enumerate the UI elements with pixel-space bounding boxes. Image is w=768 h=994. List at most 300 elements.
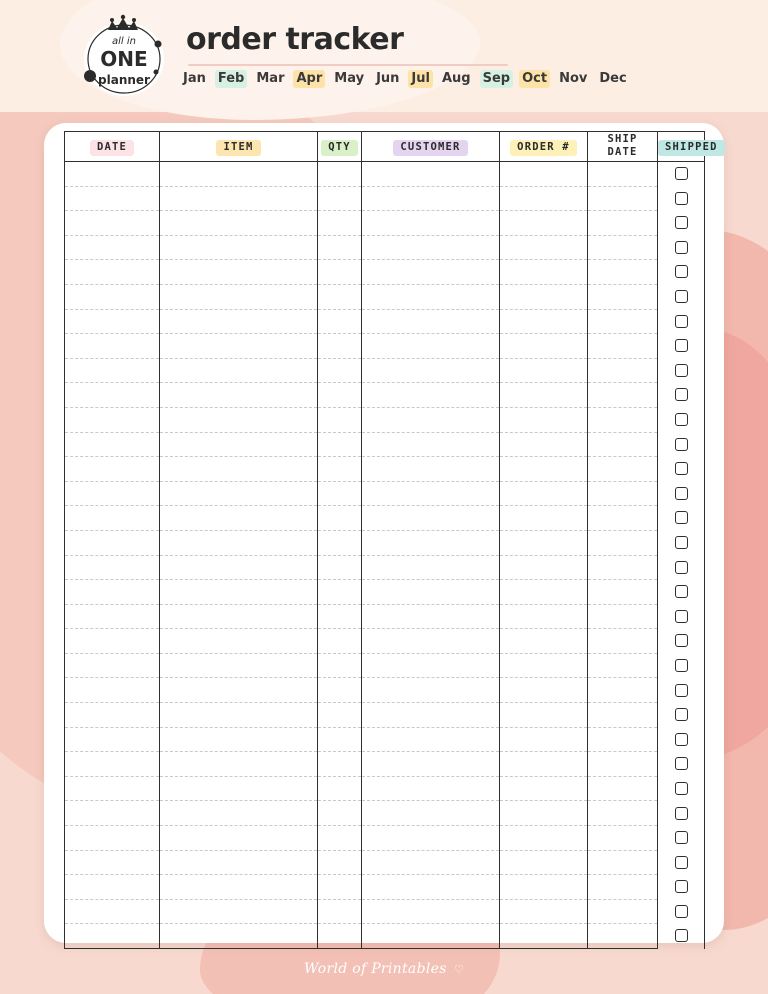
shipped-checkbox[interactable] — [675, 733, 688, 746]
cell-item[interactable] — [160, 653, 318, 678]
cell-item[interactable] — [160, 826, 318, 851]
cell-shipped[interactable] — [658, 653, 705, 678]
cell-date[interactable] — [65, 653, 160, 678]
cell-shipped[interactable] — [658, 309, 705, 334]
cell-qty[interactable] — [318, 850, 362, 875]
cell-order-number[interactable] — [500, 580, 588, 605]
cell-customer[interactable] — [362, 776, 500, 801]
cell-item[interactable] — [160, 875, 318, 900]
cell-ship-date[interactable] — [588, 899, 658, 924]
cell-qty[interactable] — [318, 703, 362, 728]
cell-date[interactable] — [65, 457, 160, 482]
cell-order-number[interactable] — [500, 678, 588, 703]
cell-order-number[interactable] — [500, 555, 588, 580]
cell-shipped[interactable] — [658, 432, 705, 457]
cell-shipped[interactable] — [658, 826, 705, 851]
cell-date[interactable] — [65, 481, 160, 506]
cell-ship-date[interactable] — [588, 604, 658, 629]
cell-item[interactable] — [160, 850, 318, 875]
table-row — [65, 284, 705, 309]
shipped-checkbox[interactable] — [675, 167, 688, 180]
cell-customer[interactable] — [362, 383, 500, 408]
cell-customer[interactable] — [362, 211, 500, 236]
cell-ship-date[interactable] — [588, 457, 658, 482]
cell-ship-date[interactable] — [588, 235, 658, 260]
svg-text:ONE: ONE — [100, 47, 148, 71]
cell-item[interactable] — [160, 801, 318, 826]
shipped-checkbox[interactable] — [675, 585, 688, 598]
month-nov[interactable]: Nov — [559, 71, 588, 86]
month-dec[interactable]: Dec — [599, 71, 627, 86]
cell-customer[interactable] — [362, 309, 500, 334]
cell-item[interactable] — [160, 678, 318, 703]
cell-shipped[interactable] — [658, 506, 705, 531]
cell-order-number[interactable] — [500, 383, 588, 408]
cell-shipped[interactable] — [658, 407, 705, 432]
cell-qty[interactable] — [318, 334, 362, 359]
cell-qty[interactable] — [318, 284, 362, 309]
printable-page-card — [44, 123, 724, 943]
cell-qty[interactable] — [318, 186, 362, 211]
cell-order-number[interactable] — [500, 826, 588, 851]
shipped-checkbox[interactable] — [675, 241, 688, 254]
shipped-checkbox[interactable] — [675, 634, 688, 647]
table-row — [65, 850, 705, 875]
month-sep[interactable]: Sep — [480, 70, 514, 88]
month-feb[interactable]: Feb — [215, 70, 247, 88]
cell-customer[interactable] — [362, 850, 500, 875]
month-jul[interactable]: Jul — [408, 70, 433, 88]
cell-date[interactable] — [65, 801, 160, 826]
shipped-checkbox[interactable] — [675, 438, 688, 451]
shipped-checkbox[interactable] — [675, 487, 688, 500]
cell-item[interactable] — [160, 186, 318, 211]
cell-customer[interactable] — [362, 899, 500, 924]
table-row — [65, 334, 705, 359]
cell-order-number[interactable] — [500, 653, 588, 678]
cell-customer[interactable] — [362, 727, 500, 752]
cell-date[interactable] — [65, 924, 160, 949]
cell-order-number[interactable] — [500, 506, 588, 531]
cell-shipped[interactable] — [658, 358, 705, 383]
shipped-checkbox[interactable] — [675, 265, 688, 278]
cell-ship-date[interactable] — [588, 653, 658, 678]
cell-item[interactable] — [160, 162, 318, 187]
month-oct[interactable]: Oct — [519, 70, 550, 88]
column-label-shipped: SHIPPED — [658, 140, 725, 156]
cell-qty[interactable] — [318, 899, 362, 924]
cell-customer[interactable] — [362, 407, 500, 432]
cell-order-number[interactable] — [500, 776, 588, 801]
shipped-checkbox[interactable] — [675, 315, 688, 328]
cell-customer[interactable] — [362, 235, 500, 260]
cell-order-number[interactable] — [500, 432, 588, 457]
cell-item[interactable] — [160, 309, 318, 334]
shipped-checkbox[interactable] — [675, 192, 688, 205]
shipped-checkbox[interactable] — [675, 561, 688, 574]
column-label-qty: QTY — [321, 140, 358, 156]
shipped-checkbox[interactable] — [675, 413, 688, 426]
cell-date[interactable] — [65, 826, 160, 851]
cell-shipped[interactable] — [658, 875, 705, 900]
cell-order-number[interactable] — [500, 703, 588, 728]
column-label-item: ITEM — [216, 140, 260, 156]
table-row — [65, 875, 705, 900]
cell-date[interactable] — [65, 727, 160, 752]
cell-shipped[interactable] — [658, 727, 705, 752]
cell-qty[interactable] — [318, 211, 362, 236]
cell-ship-date[interactable] — [588, 506, 658, 531]
cell-date[interactable] — [65, 604, 160, 629]
cell-item[interactable] — [160, 432, 318, 457]
cell-ship-date[interactable] — [588, 334, 658, 359]
month-mar[interactable]: Mar — [256, 71, 285, 86]
cell-customer[interactable] — [362, 358, 500, 383]
cell-item[interactable] — [160, 530, 318, 555]
column-header-ship-date — [588, 132, 658, 162]
svg-text:planner: planner — [98, 73, 150, 87]
cell-shipped[interactable] — [658, 260, 705, 285]
table-row — [65, 580, 705, 605]
month-selector[interactable] — [180, 70, 630, 88]
cell-ship-date[interactable] — [588, 826, 658, 851]
cell-date[interactable] — [65, 875, 160, 900]
cell-shipped[interactable] — [658, 334, 705, 359]
cell-order-number[interactable] — [500, 899, 588, 924]
cell-shipped[interactable] — [658, 752, 705, 777]
cell-customer[interactable] — [362, 801, 500, 826]
cell-date[interactable] — [65, 407, 160, 432]
cell-qty[interactable] — [318, 580, 362, 605]
cell-item[interactable] — [160, 703, 318, 728]
cell-date[interactable] — [65, 580, 160, 605]
cell-ship-date[interactable] — [588, 801, 658, 826]
cell-qty[interactable] — [318, 162, 362, 187]
heart-icon: ♡ — [454, 964, 465, 976]
cell-shipped[interactable] — [658, 924, 705, 949]
table-row — [65, 432, 705, 457]
cell-shipped[interactable] — [658, 703, 705, 728]
cell-qty[interactable] — [318, 653, 362, 678]
cell-qty[interactable] — [318, 924, 362, 949]
cell-ship-date[interactable] — [588, 752, 658, 777]
cell-shipped[interactable] — [658, 580, 705, 605]
cell-date[interactable] — [65, 678, 160, 703]
shipped-checkbox[interactable] — [675, 929, 688, 942]
shipped-checkbox[interactable] — [675, 364, 688, 377]
cell-shipped[interactable] — [658, 284, 705, 309]
cell-qty[interactable] — [318, 629, 362, 654]
table-row — [65, 555, 705, 580]
cell-order-number[interactable] — [500, 752, 588, 777]
shipped-checkbox[interactable] — [675, 659, 688, 672]
cell-customer[interactable] — [362, 260, 500, 285]
cell-item[interactable] — [160, 727, 318, 752]
cell-customer[interactable] — [362, 457, 500, 482]
cell-qty[interactable] — [318, 604, 362, 629]
footer-brand-text: World of Printables — [303, 961, 447, 977]
cell-ship-date[interactable] — [588, 358, 658, 383]
cell-ship-date[interactable] — [588, 383, 658, 408]
shipped-checkbox[interactable] — [675, 290, 688, 303]
shipped-checkbox[interactable] — [675, 462, 688, 475]
cell-ship-date[interactable] — [588, 776, 658, 801]
cell-customer[interactable] — [362, 752, 500, 777]
shipped-checkbox[interactable] — [675, 905, 688, 918]
cell-shipped[interactable] — [658, 481, 705, 506]
cell-qty[interactable] — [318, 235, 362, 260]
cell-order-number[interactable] — [500, 186, 588, 211]
cell-ship-date[interactable] — [588, 678, 658, 703]
cell-qty[interactable] — [318, 776, 362, 801]
cell-ship-date[interactable] — [588, 162, 658, 187]
shipped-checkbox[interactable] — [675, 831, 688, 844]
cell-item[interactable] — [160, 629, 318, 654]
cell-date[interactable] — [65, 530, 160, 555]
cell-ship-date[interactable] — [588, 309, 658, 334]
shipped-checkbox[interactable] — [675, 880, 688, 893]
cell-date[interactable] — [65, 334, 160, 359]
shipped-checkbox[interactable] — [675, 807, 688, 820]
cell-customer[interactable] — [362, 530, 500, 555]
cell-item[interactable] — [160, 899, 318, 924]
cell-date[interactable] — [65, 186, 160, 211]
cell-order-number[interactable] — [500, 604, 588, 629]
cell-order-number[interactable] — [500, 481, 588, 506]
cell-date[interactable] — [65, 358, 160, 383]
cell-ship-date[interactable] — [588, 727, 658, 752]
cell-customer[interactable] — [362, 162, 500, 187]
cell-order-number[interactable] — [500, 358, 588, 383]
month-jun[interactable]: Jun — [376, 71, 400, 86]
cell-date[interactable] — [65, 899, 160, 924]
cell-ship-date[interactable] — [588, 924, 658, 949]
shipped-checkbox[interactable] — [675, 782, 688, 795]
month-apr[interactable]: Apr — [293, 70, 325, 88]
cell-customer[interactable] — [362, 629, 500, 654]
cell-shipped[interactable] — [658, 678, 705, 703]
cell-item[interactable] — [160, 260, 318, 285]
cell-qty[interactable] — [318, 309, 362, 334]
month-jan[interactable]: Jan — [183, 71, 206, 86]
table-row — [65, 727, 705, 752]
table-row — [65, 358, 705, 383]
cell-customer[interactable] — [362, 186, 500, 211]
shipped-checkbox[interactable] — [675, 536, 688, 549]
cell-ship-date[interactable] — [588, 407, 658, 432]
cell-order-number[interactable] — [500, 629, 588, 654]
column-label-customer: CUSTOMER — [393, 140, 467, 156]
cell-ship-date[interactable] — [588, 260, 658, 285]
table-row — [65, 407, 705, 432]
cell-order-number[interactable] — [500, 162, 588, 187]
shipped-checkbox[interactable] — [675, 339, 688, 352]
cell-customer[interactable] — [362, 432, 500, 457]
cell-order-number[interactable] — [500, 309, 588, 334]
cell-ship-date[interactable] — [588, 211, 658, 236]
cell-item[interactable] — [160, 752, 318, 777]
cell-qty[interactable] — [318, 678, 362, 703]
cell-customer[interactable] — [362, 653, 500, 678]
cell-item[interactable] — [160, 457, 318, 482]
svg-text:all in: all in — [112, 36, 136, 47]
cell-date[interactable] — [65, 752, 160, 777]
cell-date[interactable] — [65, 703, 160, 728]
cell-customer[interactable] — [362, 678, 500, 703]
cell-date[interactable] — [65, 850, 160, 875]
cell-date[interactable] — [65, 260, 160, 285]
cell-item[interactable] — [160, 334, 318, 359]
cell-shipped[interactable] — [658, 850, 705, 875]
cell-date[interactable] — [65, 776, 160, 801]
cell-date[interactable] — [65, 383, 160, 408]
cell-shipped[interactable] — [658, 186, 705, 211]
cell-shipped[interactable] — [658, 604, 705, 629]
table-row — [65, 752, 705, 777]
column-label-ship-date: SHIP DATE — [588, 132, 657, 161]
month-may[interactable]: May — [334, 71, 365, 86]
column-header-date — [65, 132, 160, 162]
cell-date[interactable] — [65, 555, 160, 580]
shipped-checkbox[interactable] — [675, 684, 688, 697]
table-row — [65, 604, 705, 629]
cell-qty[interactable] — [318, 875, 362, 900]
cell-qty[interactable] — [318, 506, 362, 531]
cell-order-number[interactable] — [500, 235, 588, 260]
cell-ship-date[interactable] — [588, 703, 658, 728]
cell-shipped[interactable] — [658, 530, 705, 555]
cell-qty[interactable] — [318, 432, 362, 457]
cell-date[interactable] — [65, 432, 160, 457]
cell-qty[interactable] — [318, 826, 362, 851]
table-row — [65, 481, 705, 506]
shipped-checkbox[interactable] — [675, 856, 688, 869]
cell-item[interactable] — [160, 604, 318, 629]
cell-shipped[interactable] — [658, 629, 705, 654]
cell-order-number[interactable] — [500, 457, 588, 482]
cell-ship-date[interactable] — [588, 850, 658, 875]
cell-shipped[interactable] — [658, 235, 705, 260]
cell-order-number[interactable] — [500, 924, 588, 949]
cell-item[interactable] — [160, 924, 318, 949]
cell-shipped[interactable] — [658, 383, 705, 408]
cell-item[interactable] — [160, 580, 318, 605]
cell-customer[interactable] — [362, 481, 500, 506]
cell-customer[interactable] — [362, 703, 500, 728]
cell-order-number[interactable] — [500, 727, 588, 752]
cell-item[interactable] — [160, 211, 318, 236]
cell-ship-date[interactable] — [588, 284, 658, 309]
cell-shipped[interactable] — [658, 457, 705, 482]
cell-order-number[interactable] — [500, 875, 588, 900]
shipped-checkbox[interactable] — [675, 216, 688, 229]
cell-ship-date[interactable] — [588, 875, 658, 900]
all-in-one-planner-logo — [78, 14, 170, 100]
cell-date[interactable] — [65, 211, 160, 236]
cell-customer[interactable] — [362, 924, 500, 949]
cell-customer[interactable] — [362, 284, 500, 309]
cell-customer[interactable] — [362, 334, 500, 359]
cell-customer[interactable] — [362, 875, 500, 900]
table-row — [65, 826, 705, 851]
cell-item[interactable] — [160, 284, 318, 309]
cell-item[interactable] — [160, 506, 318, 531]
cell-shipped[interactable] — [658, 776, 705, 801]
cell-qty[interactable] — [318, 358, 362, 383]
cell-customer[interactable] — [362, 604, 500, 629]
cell-date[interactable] — [65, 506, 160, 531]
shipped-checkbox[interactable] — [675, 610, 688, 623]
cell-date[interactable] — [65, 309, 160, 334]
shipped-checkbox[interactable] — [675, 757, 688, 770]
cell-item[interactable] — [160, 383, 318, 408]
shipped-checkbox[interactable] — [675, 708, 688, 721]
cell-qty[interactable] — [318, 407, 362, 432]
cell-qty[interactable] — [318, 727, 362, 752]
cell-item[interactable] — [160, 358, 318, 383]
cell-date[interactable] — [65, 284, 160, 309]
cell-ship-date[interactable] — [588, 555, 658, 580]
cell-shipped[interactable] — [658, 899, 705, 924]
cell-qty[interactable] — [318, 481, 362, 506]
cell-qty[interactable] — [318, 260, 362, 285]
cell-date[interactable] — [65, 629, 160, 654]
shipped-checkbox[interactable] — [675, 511, 688, 524]
cell-order-number[interactable] — [500, 850, 588, 875]
cell-order-number[interactable] — [500, 334, 588, 359]
cell-item[interactable] — [160, 776, 318, 801]
cell-customer[interactable] — [362, 506, 500, 531]
cell-date[interactable] — [65, 162, 160, 187]
cell-customer[interactable] — [362, 580, 500, 605]
cell-ship-date[interactable] — [588, 530, 658, 555]
cell-shipped[interactable] — [658, 162, 705, 187]
cell-item[interactable] — [160, 235, 318, 260]
cell-ship-date[interactable] — [588, 186, 658, 211]
month-aug[interactable]: Aug — [441, 71, 471, 86]
cell-shipped[interactable] — [658, 211, 705, 236]
cell-ship-date[interactable] — [588, 629, 658, 654]
cell-order-number[interactable] — [500, 407, 588, 432]
cell-date[interactable] — [65, 235, 160, 260]
cell-qty[interactable] — [318, 752, 362, 777]
cell-qty[interactable] — [318, 530, 362, 555]
cell-customer[interactable] — [362, 826, 500, 851]
cell-order-number[interactable] — [500, 530, 588, 555]
table-row — [65, 899, 705, 924]
cell-qty[interactable] — [318, 383, 362, 408]
cell-order-number[interactable] — [500, 211, 588, 236]
cell-shipped[interactable] — [658, 555, 705, 580]
cell-qty[interactable] — [318, 555, 362, 580]
cell-ship-date[interactable] — [588, 580, 658, 605]
cell-item[interactable] — [160, 555, 318, 580]
cell-customer[interactable] — [362, 555, 500, 580]
cell-ship-date[interactable] — [588, 432, 658, 457]
cell-item[interactable] — [160, 407, 318, 432]
table-row — [65, 776, 705, 801]
cell-order-number[interactable] — [500, 801, 588, 826]
shipped-checkbox[interactable] — [675, 388, 688, 401]
cell-order-number[interactable] — [500, 284, 588, 309]
cell-qty[interactable] — [318, 457, 362, 482]
cell-qty[interactable] — [318, 801, 362, 826]
cell-item[interactable] — [160, 481, 318, 506]
cell-ship-date[interactable] — [588, 481, 658, 506]
cell-order-number[interactable] — [500, 260, 588, 285]
title-underline — [188, 64, 508, 66]
cell-shipped[interactable] — [658, 801, 705, 826]
